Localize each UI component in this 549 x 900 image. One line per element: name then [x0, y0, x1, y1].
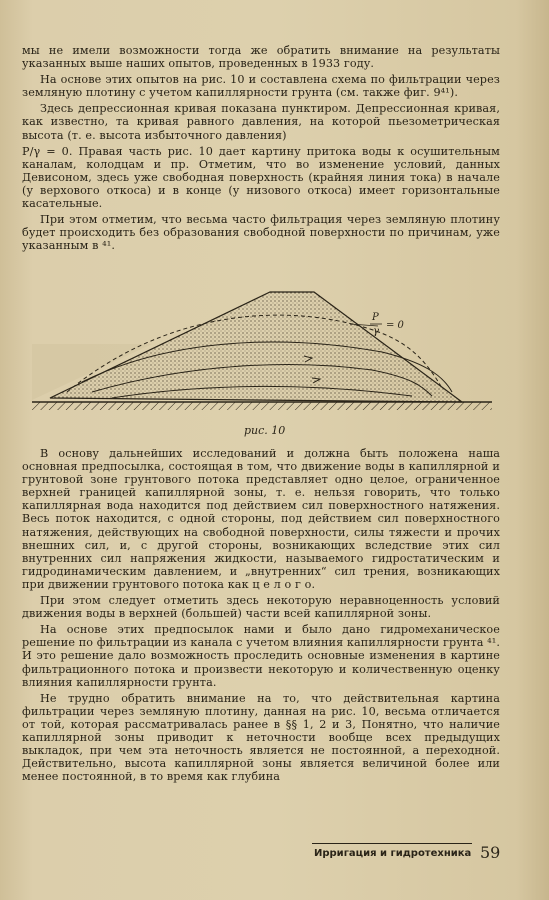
ground-hatching	[32, 402, 492, 410]
paragraph: Здесь депрессионная кривая показана пунктиром. Депрессионная кривая, как известно, та кривая равного давления, на которой пьезометрическая высота (т. е. высота избыточного давления)	[22, 102, 500, 142]
paragraph: При этом следует отметить здесь некоторую неравноценность условий движения воды в верхней (большей) части всей капиллярной зоны.	[22, 594, 500, 621]
journal-title: Ирригация и гидротехника	[314, 848, 472, 859]
page-number: 59	[480, 843, 501, 862]
figure-caption: рис. 10	[244, 424, 286, 437]
paragraph: P/γ = 0. Правая часть рис. 10 дает картину притока воды к осушительным каналам, колодцам и пр. Отметим, что во изменение условий, данных Девисоном, здесь уже свободная поверхность (крайняя линия тока) в начале (у верхового откоса) и в конце (у низового откоса) имеет горизонтальные касательные.	[22, 144, 500, 211]
paragraph: Не трудно обратить внимание на то, что действительная картина фильтрации через земляную плотину, данная на рис. 10, весьма отличается от той, которая рассматривалась ранее в §§ 1, 2 и 3, Понятно, что наличие капиллярной зоны приводит к неточности вообще всех предыдущих выкладок, при чем эта неточность является не постоянной, а переходной. Действительно, высота капиллярной зоны является величиной более или менее постоянной, в то время как глубина	[22, 691, 500, 784]
text-block-top	[22, 44, 500, 255]
paragraph: При этом отметим, что весьма часто фильтрация через земляную плотину будет происходить без образования свободной поверхности по причинам, уже указанным в ⁴¹.	[22, 213, 500, 253]
paragraph: На основе этих предпосылок нами и было дано гидромеханическое решение по фильтрации из канала с учетом влияния капиллярности грунта ⁴¹. И это решение дало возможность проследить основные изменения в картине фильтрационного потока и произвести некоторую и количественную оценку влияния капиллярности грунта.	[22, 623, 500, 689]
footer-rule	[312, 843, 472, 844]
text-block-bottom	[22, 447, 500, 786]
page-footer	[312, 843, 502, 863]
paragraph: В основу дальнейших исследований и должна быть положена наша основная предпосылка, состоящая в том, что движение воды в капиллярной и грунтовой зоне грунтового потока представляет одно целое, ограниченное верхней границей капиллярной зоны, т. е. нельзя говорить, что только капиллярная вода находится под действием сил поверхностного натяжения. Весь поток находится, с одной стороны, под действием сил поверхностного натяжения, действующих на свободной поверхности, силы тяжести и прочих внешних сил, и, с другой стороны, возникающих вследствие этих сил внутренних сил напряжения жидкости, называемого гидростатическим и гидродинамическим давлением, и „внутренних“ сил трения, возникающих при движении грунтового потока как ц е л о г о.	[22, 447, 500, 591]
figure-drawing	[22, 284, 500, 444]
label-gamma: γ	[373, 326, 379, 337]
label-p: P	[372, 312, 379, 323]
paragraph: На основе этих опытов на рис. 10 и составлена схема по фильтрации через земляную плотину с учетом капиллярности грунта (см. также фиг. 9⁴¹).	[22, 73, 500, 100]
paragraph: мы не имели возможности тогда же обратить внимание на результаты указанных выше наших опытов, проведенных в 1933 году.	[22, 44, 500, 71]
label-eq: = 0	[386, 320, 404, 331]
dam-filtration-figure	[22, 284, 500, 444]
